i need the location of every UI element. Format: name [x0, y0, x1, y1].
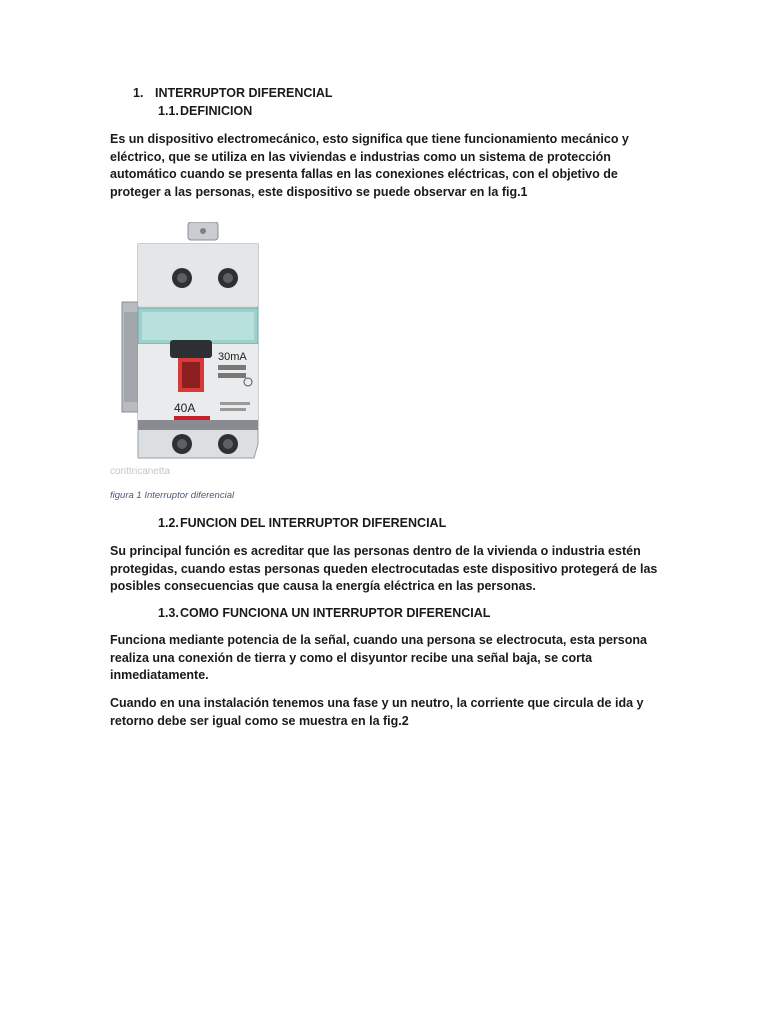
section-1-2-title: FUNCION DEL INTERRUPTOR DIFERENCIAL: [180, 516, 447, 530]
section-1-2-heading: [158, 516, 446, 530]
breaker-image: [108, 222, 274, 478]
section-1-heading: [133, 86, 333, 100]
section-1-3-heading: [158, 606, 490, 620]
section-1-1-heading: [158, 104, 252, 118]
definition-paragraph: Es un dispositivo electromecánico, esto significa que tiene funcionamiento mecánico y eléctrico, que se utiliza en las viviendas e industrias como un sistema de protección automático cuando se presenta fallas en las conexiones eléctricas, con el objetivo de proteger a las personas, este dispositivo se puede observar en la fig.1: [110, 132, 629, 199]
section-1-3-title: COMO FUNCIONA UN INTERRUPTOR DIFERENCIAL: [180, 606, 491, 620]
sensitivity-label: 30mA: [218, 351, 247, 363]
section-1-2-number: 1.2.: [158, 516, 179, 530]
section-1-number: 1.: [133, 86, 144, 100]
function-paragraph: Su principal función es acreditar que las personas dentro de la vivienda o industria estén protegidas, cuando estas personas queden electrocutadas este dispositivo protegerá de las posibles consecuencias que causa la energía eléctrica en las personas.: [110, 544, 658, 593]
rating-label: 40A: [174, 401, 196, 415]
section-1-1-title: DEFINICION: [180, 104, 253, 118]
section-1-title: INTERRUPTOR DIFERENCIAL: [155, 86, 333, 100]
operation-paragraph-1: Funciona mediante potencia de la señal, cuando una persona se electrocuta, esta persona realiza una conexión de tierra y como el disyuntor recibe una señal baja, se corta inmediatamente.: [110, 633, 647, 682]
section-1-1-number: 1.1.: [158, 104, 179, 118]
section-1-3-number: 1.3.: [158, 606, 179, 620]
operation-paragraph-2: Cuando en una instalación tenemos una fase y un neutro, la corriente que circula de ida y retorno debe ser igual como se muestra en la fig.2: [110, 696, 644, 728]
image-watermark: conttricanetta: [110, 466, 171, 477]
figure-1-caption: figura 1 Interruptor diferencial: [110, 490, 235, 501]
